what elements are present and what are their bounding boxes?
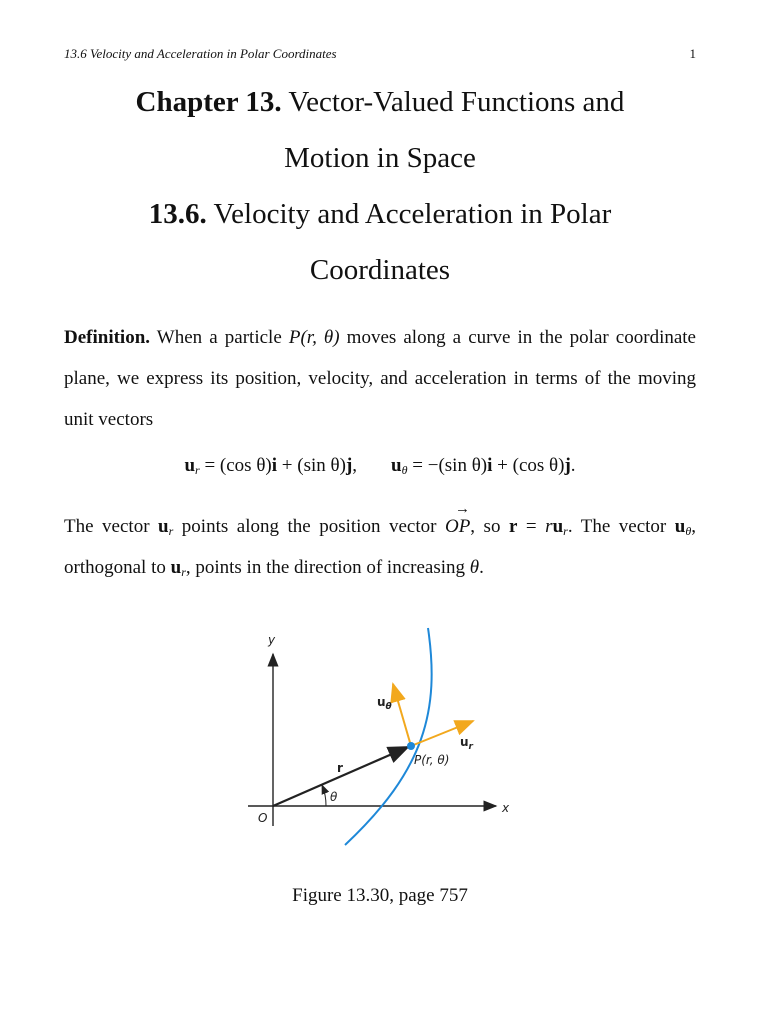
eq-ut-sub: θ xyxy=(401,463,408,477)
eq-ut-rhs-2: + (cos θ) xyxy=(492,455,565,476)
figure-caption: Figure 13.30, page 757 xyxy=(292,885,468,906)
running-header xyxy=(64,46,696,62)
eq-j-1: j xyxy=(345,455,353,476)
chapter-title xyxy=(64,74,696,186)
eq-ur-sub: r xyxy=(195,463,200,477)
running-title: 13.6 Velocity and Acceleration in Polar Coordinates xyxy=(64,46,337,61)
u-theta-label-main: u xyxy=(377,695,386,709)
eq-j-2: j xyxy=(564,455,571,476)
section-title xyxy=(64,186,696,298)
op-text: OP xyxy=(444,516,471,537)
eq-ur-rhs-1: = (cos θ) xyxy=(199,455,272,476)
p2-ur-3: u xyxy=(170,557,182,578)
polar-unit-vectors-figure xyxy=(240,620,530,860)
eq-ut-rhs-1: = −(sin θ) xyxy=(407,455,488,476)
particle-point: P(r, θ) xyxy=(288,327,340,348)
u-r-label-sub: r xyxy=(468,742,473,752)
theta-label: θ xyxy=(330,790,338,804)
figure-svg xyxy=(240,620,530,860)
point-label: P(r, θ) xyxy=(414,753,450,767)
p2-text-2: points along the position vector xyxy=(173,516,445,537)
x-axis-label: x xyxy=(502,801,510,815)
p2-ut: u xyxy=(674,516,686,537)
y-axis-label: y xyxy=(268,633,276,647)
p2-text-1: The vector xyxy=(64,516,159,537)
section-title-line1: Velocity and Acceleration in Polar xyxy=(213,198,612,230)
p2-r-bold: r xyxy=(508,516,518,537)
chapter-label: Chapter 13. xyxy=(135,86,282,118)
chapter-title-line1: Vector-Valued Functions and xyxy=(288,86,625,118)
eq-ut: u xyxy=(391,455,402,476)
theta-arc xyxy=(322,785,326,806)
p2-ur-2: u xyxy=(552,516,564,537)
eq-ur-rhs-2: + (sin θ) xyxy=(277,455,346,476)
p2-text-7: . xyxy=(479,557,484,578)
p2-text-5: , orthogonal to xyxy=(64,516,697,578)
p2-ut-sub: θ xyxy=(685,524,692,538)
u-r-label-main: u xyxy=(460,735,469,749)
definition-text-b: moves along a curve in the polar coordinate plane, we express its position, velocity, and acceleration in terms of the moving unit vectors xyxy=(64,327,696,430)
unit-vector-equation xyxy=(64,455,696,477)
u-theta-label-sub: θ xyxy=(385,702,392,712)
polar-curve xyxy=(345,628,432,845)
definition-text-a: When a particle xyxy=(156,327,282,348)
op-vector: → OP xyxy=(444,501,471,537)
p2-text-4: . The vector xyxy=(567,516,675,537)
u-theta-label xyxy=(377,695,392,712)
p2-text-3: , so xyxy=(470,516,509,537)
p2-theta: θ xyxy=(469,557,480,578)
p2-ur-3-sub: r xyxy=(181,565,186,579)
definition-paragraph xyxy=(64,317,696,440)
eq-i-2: i xyxy=(487,455,493,476)
p2-text-6: , points in the direction of increasing xyxy=(185,557,470,578)
p2-ur-sub: r xyxy=(168,524,174,538)
eq-ur-end: , xyxy=(352,455,358,476)
vector-paragraph xyxy=(64,501,697,588)
eq-ut-end: . xyxy=(570,455,576,476)
section-title-line2: Coordinates xyxy=(309,254,451,286)
p2-r-italic: r xyxy=(545,516,553,537)
chapter-title-line2: Motion in Space xyxy=(284,142,476,174)
page-number: 1 xyxy=(689,46,696,61)
section-label: 13.6. xyxy=(148,198,207,230)
p2-ur-2-sub: r xyxy=(563,524,568,538)
definition-label: Definition. xyxy=(64,327,151,348)
p2-ur: u xyxy=(158,516,169,537)
u-theta-vector xyxy=(393,684,411,746)
eq-i-1: i xyxy=(271,455,278,476)
point-p xyxy=(407,742,415,750)
origin-label: O xyxy=(258,811,268,825)
eq-ur: u xyxy=(184,455,196,476)
u-r-label xyxy=(460,735,474,752)
p2-eq: = xyxy=(517,516,546,537)
r-label: r xyxy=(337,761,343,775)
